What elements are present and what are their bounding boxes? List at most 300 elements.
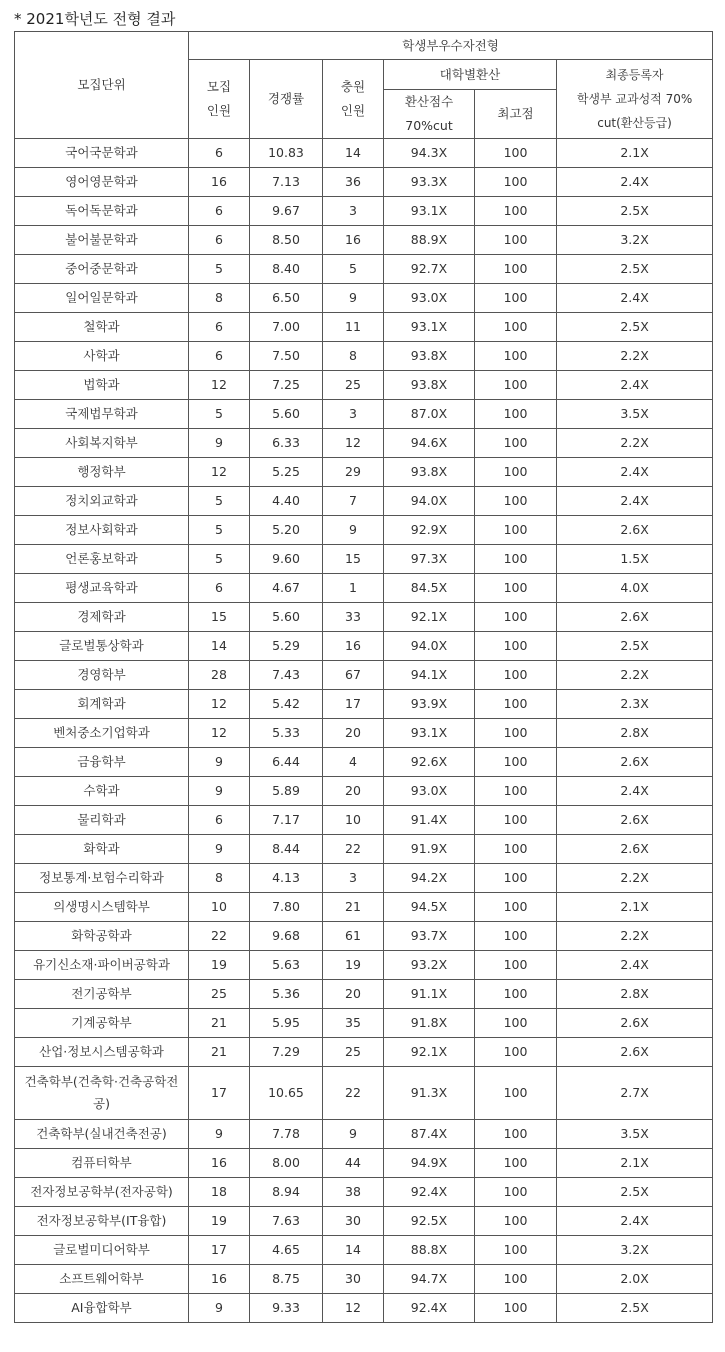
grade-cell: 2.2X <box>557 342 713 371</box>
score-cell: 93.8X <box>384 371 475 400</box>
recruit-cell: 21 <box>189 1038 250 1067</box>
table-row <box>15 777 713 806</box>
score-cell: 92.1X <box>384 1038 475 1067</box>
extra-cell: 61 <box>323 922 384 951</box>
top-score-cell: 100 <box>475 951 557 980</box>
competition-cell: 4.65 <box>250 1236 323 1265</box>
competition-cell: 7.17 <box>250 806 323 835</box>
unit-cell: 물리학과 <box>15 806 189 835</box>
grade-cell: 2.6X <box>557 603 713 632</box>
table-row <box>15 545 713 574</box>
score-cell: 92.7X <box>384 255 475 284</box>
recruit-cell: 18 <box>189 1178 250 1207</box>
recruit-cell: 6 <box>189 226 250 255</box>
extra-cell: 9 <box>323 516 384 545</box>
top-score-cell: 100 <box>475 1067 557 1120</box>
recruit-cell: 17 <box>189 1236 250 1265</box>
unit-cell: 독어독문학과 <box>15 197 189 226</box>
top-score-cell: 100 <box>475 400 557 429</box>
extra-cell: 8 <box>323 342 384 371</box>
unit-cell: 경제학과 <box>15 603 189 632</box>
score-cell: 87.0X <box>384 400 475 429</box>
grade-cell: 2.7X <box>557 1067 713 1120</box>
extra-cell: 25 <box>323 371 384 400</box>
recruit-cell: 6 <box>189 574 250 603</box>
top-score-cell: 100 <box>475 371 557 400</box>
table-row <box>15 342 713 371</box>
extra-cell: 15 <box>323 545 384 574</box>
table-row <box>15 487 713 516</box>
extra-cell: 5 <box>323 255 384 284</box>
grade-cell: 2.6X <box>557 1038 713 1067</box>
extra-cell: 19 <box>323 951 384 980</box>
unit-cell: 컴퓨터학부 <box>15 1149 189 1178</box>
extra-cell: 4 <box>323 748 384 777</box>
table-row <box>15 400 713 429</box>
score-cell: 94.3X <box>384 139 475 168</box>
grade-cell: 2.8X <box>557 719 713 748</box>
grade-cell: 2.4X <box>557 951 713 980</box>
top-score-cell: 100 <box>475 574 557 603</box>
grade-cell: 2.2X <box>557 661 713 690</box>
table-row <box>15 139 713 168</box>
extra-cell: 30 <box>323 1207 384 1236</box>
score-cell: 91.1X <box>384 980 475 1009</box>
recruit-cell: 9 <box>189 429 250 458</box>
grade-cell: 2.6X <box>557 516 713 545</box>
score-cell: 92.1X <box>384 603 475 632</box>
grade-cell: 2.8X <box>557 980 713 1009</box>
top-score-cell: 100 <box>475 777 557 806</box>
table-row <box>15 632 713 661</box>
unit-cell: 전기공학부 <box>15 980 189 1009</box>
extra-cell: 22 <box>323 1067 384 1120</box>
extra-cell: 67 <box>323 661 384 690</box>
table-row <box>15 1236 713 1265</box>
grade-cell: 2.6X <box>557 748 713 777</box>
extra-cell: 12 <box>323 429 384 458</box>
score-cell: 97.3X <box>384 545 475 574</box>
grade-cell: 2.4X <box>557 777 713 806</box>
recruit-cell: 5 <box>189 255 250 284</box>
header-univ-conv: 대학별환산 <box>384 60 557 90</box>
top-score-cell: 100 <box>475 1149 557 1178</box>
competition-cell: 9.68 <box>250 922 323 951</box>
unit-cell: 산업·정보시스템공학과 <box>15 1038 189 1067</box>
top-score-cell: 100 <box>475 748 557 777</box>
header-recruit: 모집 인원 <box>189 60 250 139</box>
competition-cell: 4.67 <box>250 574 323 603</box>
score-cell: 91.3X <box>384 1067 475 1120</box>
top-score-cell: 100 <box>475 603 557 632</box>
score-cell: 93.1X <box>384 719 475 748</box>
competition-cell: 6.33 <box>250 429 323 458</box>
grade-cell: 1.5X <box>557 545 713 574</box>
table-row <box>15 980 713 1009</box>
competition-cell: 5.63 <box>250 951 323 980</box>
grade-cell: 2.5X <box>557 313 713 342</box>
competition-cell: 5.42 <box>250 690 323 719</box>
score-cell: 93.3X <box>384 168 475 197</box>
unit-cell: 유기신소재·파이버공학과 <box>15 951 189 980</box>
competition-cell: 7.43 <box>250 661 323 690</box>
table-row <box>15 1149 713 1178</box>
unit-cell: 글로벌통상학과 <box>15 632 189 661</box>
recruit-cell: 12 <box>189 371 250 400</box>
grade-cell: 2.4X <box>557 1207 713 1236</box>
competition-cell: 7.50 <box>250 342 323 371</box>
unit-cell: 건축학부(건축학·건축공학전공) <box>15 1067 189 1120</box>
unit-cell: 영어영문학과 <box>15 168 189 197</box>
recruit-cell: 22 <box>189 922 250 951</box>
score-cell: 94.2X <box>384 864 475 893</box>
unit-cell: 벤처중소기업학과 <box>15 719 189 748</box>
top-score-cell: 100 <box>475 226 557 255</box>
recruit-cell: 8 <box>189 284 250 313</box>
table-row <box>15 1120 713 1149</box>
top-score-cell: 100 <box>475 313 557 342</box>
grade-cell: 2.5X <box>557 1294 713 1323</box>
competition-cell: 9.60 <box>250 545 323 574</box>
grade-cell: 2.4X <box>557 371 713 400</box>
top-score-cell: 100 <box>475 458 557 487</box>
top-score-cell: 100 <box>475 1294 557 1323</box>
recruit-cell: 10 <box>189 893 250 922</box>
score-cell: 93.2X <box>384 951 475 980</box>
competition-cell: 7.80 <box>250 893 323 922</box>
top-score-cell: 100 <box>475 284 557 313</box>
score-cell: 92.5X <box>384 1207 475 1236</box>
competition-cell: 6.44 <box>250 748 323 777</box>
unit-cell: 불어불문학과 <box>15 226 189 255</box>
score-cell: 93.7X <box>384 922 475 951</box>
results-body <box>15 139 713 1323</box>
recruit-cell: 16 <box>189 1149 250 1178</box>
table-row <box>15 806 713 835</box>
table-row <box>15 371 713 400</box>
competition-cell: 5.89 <box>250 777 323 806</box>
competition-cell: 8.40 <box>250 255 323 284</box>
extra-cell: 20 <box>323 980 384 1009</box>
extra-cell: 29 <box>323 458 384 487</box>
extra-cell: 9 <box>323 1120 384 1149</box>
recruit-cell: 17 <box>189 1067 250 1120</box>
competition-cell: 10.83 <box>250 139 323 168</box>
table-row <box>15 864 713 893</box>
grade-cell: 3.2X <box>557 226 713 255</box>
unit-cell: 일어일문학과 <box>15 284 189 313</box>
unit-cell: 전자정보공학부(IT융합) <box>15 1207 189 1236</box>
unit-cell: 중어중문학과 <box>15 255 189 284</box>
table-row <box>15 284 713 313</box>
recruit-cell: 16 <box>189 1265 250 1294</box>
recruit-cell: 6 <box>189 313 250 342</box>
table-row <box>15 690 713 719</box>
table-row <box>15 574 713 603</box>
header-group: 학생부우수자전형 <box>189 32 713 60</box>
score-cell: 93.1X <box>384 197 475 226</box>
competition-cell: 9.67 <box>250 197 323 226</box>
unit-cell: 철학과 <box>15 313 189 342</box>
competition-cell: 5.20 <box>250 516 323 545</box>
unit-cell: 법학과 <box>15 371 189 400</box>
score-cell: 93.0X <box>384 284 475 313</box>
recruit-cell: 15 <box>189 603 250 632</box>
top-score-cell: 100 <box>475 1207 557 1236</box>
grade-cell: 3.5X <box>557 400 713 429</box>
unit-cell: 정보사회학과 <box>15 516 189 545</box>
score-cell: 93.1X <box>384 313 475 342</box>
top-score-cell: 100 <box>475 1265 557 1294</box>
unit-cell: 글로벌미디어학부 <box>15 1236 189 1265</box>
grade-cell: 2.2X <box>557 429 713 458</box>
grade-cell: 2.6X <box>557 806 713 835</box>
table-row <box>15 1207 713 1236</box>
recruit-cell: 25 <box>189 980 250 1009</box>
top-score-cell: 100 <box>475 661 557 690</box>
recruit-cell: 6 <box>189 342 250 371</box>
competition-cell: 8.44 <box>250 835 323 864</box>
unit-cell: 언론홍보학과 <box>15 545 189 574</box>
top-score-cell: 100 <box>475 806 557 835</box>
table-row <box>15 1038 713 1067</box>
unit-cell: 건축학부(실내건축전공) <box>15 1120 189 1149</box>
recruit-cell: 12 <box>189 458 250 487</box>
extra-cell: 20 <box>323 777 384 806</box>
recruit-cell: 19 <box>189 951 250 980</box>
competition-cell: 7.00 <box>250 313 323 342</box>
table-row <box>15 603 713 632</box>
extra-cell: 35 <box>323 1009 384 1038</box>
extra-cell: 3 <box>323 197 384 226</box>
unit-cell: 사회복지학부 <box>15 429 189 458</box>
grade-cell: 2.2X <box>557 922 713 951</box>
grade-cell: 2.5X <box>557 1178 713 1207</box>
unit-cell: 의생명시스템학부 <box>15 893 189 922</box>
competition-cell: 8.50 <box>250 226 323 255</box>
extra-cell: 3 <box>323 400 384 429</box>
unit-cell: 정보통계·보험수리학과 <box>15 864 189 893</box>
recruit-cell: 28 <box>189 661 250 690</box>
extra-cell: 30 <box>323 1265 384 1294</box>
competition-cell: 9.33 <box>250 1294 323 1323</box>
table-row <box>15 313 713 342</box>
competition-cell: 7.25 <box>250 371 323 400</box>
competition-cell: 5.95 <box>250 1009 323 1038</box>
table-row <box>15 458 713 487</box>
recruit-cell: 5 <box>189 545 250 574</box>
grade-cell: 2.6X <box>557 1009 713 1038</box>
grade-cell: 2.4X <box>557 487 713 516</box>
top-score-cell: 100 <box>475 342 557 371</box>
competition-cell: 7.29 <box>250 1038 323 1067</box>
table-row <box>15 255 713 284</box>
recruit-cell: 14 <box>189 632 250 661</box>
competition-cell: 10.65 <box>250 1067 323 1120</box>
recruit-cell: 21 <box>189 1009 250 1038</box>
top-score-cell: 100 <box>475 893 557 922</box>
competition-cell: 8.75 <box>250 1265 323 1294</box>
top-score-cell: 100 <box>475 1178 557 1207</box>
competition-cell: 8.94 <box>250 1178 323 1207</box>
recruit-cell: 5 <box>189 516 250 545</box>
recruit-cell: 5 <box>189 400 250 429</box>
extra-cell: 14 <box>323 1236 384 1265</box>
competition-cell: 4.13 <box>250 864 323 893</box>
extra-cell: 1 <box>323 574 384 603</box>
extra-cell: 3 <box>323 864 384 893</box>
extra-cell: 12 <box>323 1294 384 1323</box>
grade-cell: 3.5X <box>557 1120 713 1149</box>
competition-cell: 7.78 <box>250 1120 323 1149</box>
table-row <box>15 168 713 197</box>
extra-cell: 44 <box>323 1149 384 1178</box>
table-row <box>15 1067 713 1120</box>
top-score-cell: 100 <box>475 690 557 719</box>
unit-cell: 회계학과 <box>15 690 189 719</box>
extra-cell: 14 <box>323 139 384 168</box>
extra-cell: 33 <box>323 603 384 632</box>
grade-cell: 2.4X <box>557 284 713 313</box>
table-row <box>15 1294 713 1323</box>
header-conv-score: 환산점수 70%cut <box>384 90 475 139</box>
competition-cell: 5.36 <box>250 980 323 1009</box>
score-cell: 91.9X <box>384 835 475 864</box>
extra-cell: 36 <box>323 168 384 197</box>
score-cell: 88.8X <box>384 1236 475 1265</box>
unit-cell: AI융합학부 <box>15 1294 189 1323</box>
score-cell: 93.8X <box>384 458 475 487</box>
unit-cell: 소프트웨어학부 <box>15 1265 189 1294</box>
score-cell: 94.7X <box>384 1265 475 1294</box>
competition-cell: 4.40 <box>250 487 323 516</box>
recruit-cell: 5 <box>189 487 250 516</box>
recruit-cell: 16 <box>189 168 250 197</box>
header-competition: 경쟁률 <box>250 60 323 139</box>
grade-cell: 2.5X <box>557 197 713 226</box>
score-cell: 94.1X <box>384 661 475 690</box>
top-score-cell: 100 <box>475 864 557 893</box>
recruit-cell: 8 <box>189 864 250 893</box>
top-score-cell: 100 <box>475 1236 557 1265</box>
top-score-cell: 100 <box>475 429 557 458</box>
competition-cell: 5.29 <box>250 632 323 661</box>
score-cell: 93.0X <box>384 777 475 806</box>
extra-cell: 25 <box>323 1038 384 1067</box>
grade-cell: 2.5X <box>557 632 713 661</box>
score-cell: 84.5X <box>384 574 475 603</box>
table-row <box>15 226 713 255</box>
grade-cell: 4.0X <box>557 574 713 603</box>
grade-cell: 2.1X <box>557 1149 713 1178</box>
top-score-cell: 100 <box>475 980 557 1009</box>
competition-cell: 8.00 <box>250 1149 323 1178</box>
extra-cell: 21 <box>323 893 384 922</box>
extra-cell: 38 <box>323 1178 384 1207</box>
top-score-cell: 100 <box>475 1009 557 1038</box>
table-row <box>15 835 713 864</box>
unit-cell: 화학과 <box>15 835 189 864</box>
score-cell: 92.9X <box>384 516 475 545</box>
grade-cell: 2.5X <box>557 255 713 284</box>
score-cell: 92.4X <box>384 1178 475 1207</box>
competition-cell: 5.60 <box>250 603 323 632</box>
extra-cell: 20 <box>323 719 384 748</box>
top-score-cell: 100 <box>475 835 557 864</box>
recruit-cell: 12 <box>189 690 250 719</box>
table-row <box>15 516 713 545</box>
recruit-cell: 6 <box>189 806 250 835</box>
extra-cell: 10 <box>323 806 384 835</box>
page-title: * 2021학년도 전형 결과 <box>14 10 176 28</box>
top-score-cell: 100 <box>475 487 557 516</box>
unit-cell: 평생교육학과 <box>15 574 189 603</box>
top-score-cell: 100 <box>475 255 557 284</box>
unit-cell: 기계공학부 <box>15 1009 189 1038</box>
score-cell: 91.4X <box>384 806 475 835</box>
recruit-cell: 9 <box>189 748 250 777</box>
top-score-cell: 100 <box>475 1120 557 1149</box>
recruit-cell: 9 <box>189 835 250 864</box>
recruit-cell: 6 <box>189 197 250 226</box>
score-cell: 94.0X <box>384 632 475 661</box>
grade-cell: 2.1X <box>557 893 713 922</box>
score-cell: 94.6X <box>384 429 475 458</box>
header-final: 최종등록자 학생부 교과성적 70% cut(환산등급) <box>557 60 713 139</box>
top-score-cell: 100 <box>475 719 557 748</box>
top-score-cell: 100 <box>475 139 557 168</box>
grade-cell: 2.4X <box>557 458 713 487</box>
score-cell: 94.5X <box>384 893 475 922</box>
extra-cell: 11 <box>323 313 384 342</box>
extra-cell: 22 <box>323 835 384 864</box>
grade-cell: 2.6X <box>557 835 713 864</box>
extra-cell: 7 <box>323 487 384 516</box>
unit-cell: 전자정보공학부(전자공학) <box>15 1178 189 1207</box>
grade-cell: 2.3X <box>557 690 713 719</box>
score-cell: 93.8X <box>384 342 475 371</box>
unit-cell: 사학과 <box>15 342 189 371</box>
competition-cell: 7.63 <box>250 1207 323 1236</box>
grade-cell: 2.2X <box>557 864 713 893</box>
table-row <box>15 661 713 690</box>
score-cell: 87.4X <box>384 1120 475 1149</box>
competition-cell: 5.25 <box>250 458 323 487</box>
top-score-cell: 100 <box>475 197 557 226</box>
recruit-cell: 6 <box>189 139 250 168</box>
results-table <box>14 31 713 1323</box>
table-row <box>15 719 713 748</box>
unit-cell: 화학공학과 <box>15 922 189 951</box>
header-top-score: 최고점 <box>475 90 557 139</box>
top-score-cell: 100 <box>475 1038 557 1067</box>
recruit-cell: 9 <box>189 1120 250 1149</box>
unit-cell: 국어국문학과 <box>15 139 189 168</box>
top-score-cell: 100 <box>475 516 557 545</box>
top-score-cell: 100 <box>475 922 557 951</box>
recruit-cell: 19 <box>189 1207 250 1236</box>
table-row <box>15 1009 713 1038</box>
table-row <box>15 429 713 458</box>
score-cell: 88.9X <box>384 226 475 255</box>
table-row <box>15 197 713 226</box>
extra-cell: 9 <box>323 284 384 313</box>
top-score-cell: 100 <box>475 632 557 661</box>
table-row <box>15 748 713 777</box>
top-score-cell: 100 <box>475 545 557 574</box>
competition-cell: 5.33 <box>250 719 323 748</box>
recruit-cell: 9 <box>189 1294 250 1323</box>
